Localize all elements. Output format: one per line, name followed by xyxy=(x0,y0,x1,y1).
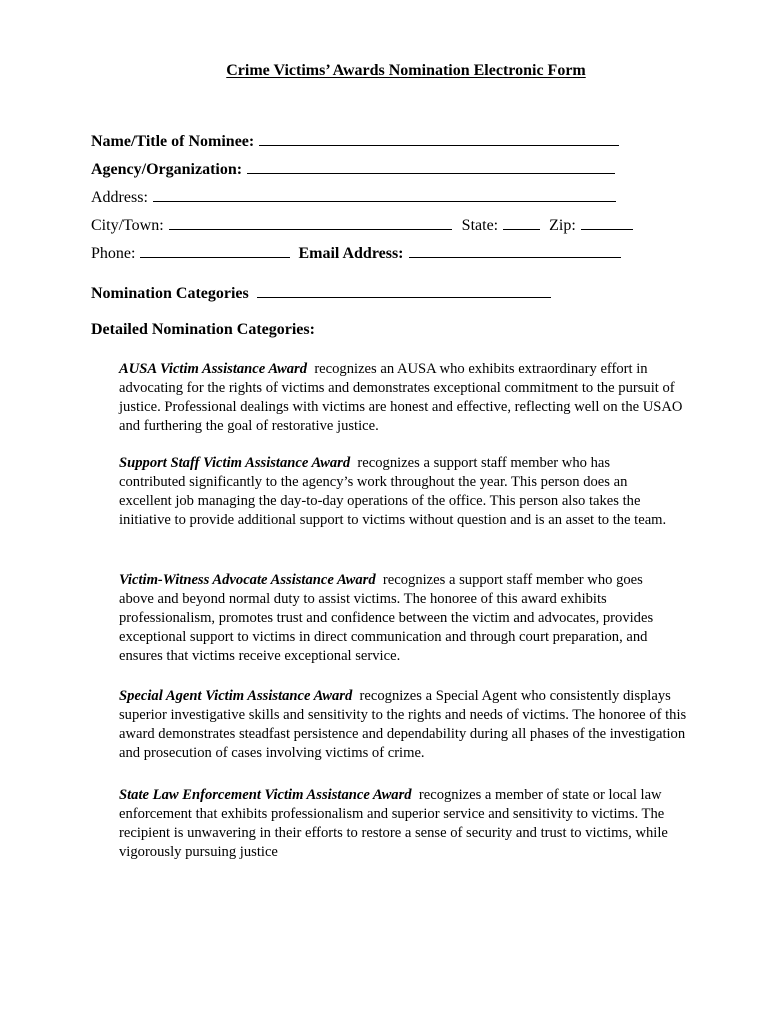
zip-label: Zip: xyxy=(549,217,576,234)
award-support-staff xyxy=(119,454,675,530)
detailed-categories-heading: Detailed Nomination Categories: xyxy=(91,321,315,338)
award-name: Victim-Witness Advocate Assistance Award xyxy=(119,572,376,588)
nominee-row xyxy=(91,131,619,152)
zip-input[interactable] xyxy=(581,215,633,230)
award-victim-witness-advocate xyxy=(119,571,679,666)
award-description: recognizes an AUSA who exhibits extraordinary effort in advocating for the rights of victims and demonstrates exceptional commitment to the pursuit of justice. Professional dealings with victims are honest and effective, reflecting well on the USAO and furthering the goal of restorative justice. xyxy=(119,361,683,434)
city-row xyxy=(91,215,633,236)
email-label: Email Address: xyxy=(298,245,404,262)
agency-label: Agency/Organization: xyxy=(91,161,243,178)
nominee-input[interactable] xyxy=(259,131,619,146)
nomination-categories-input[interactable] xyxy=(257,283,551,298)
phone-label: Phone: xyxy=(91,245,136,262)
award-description: recognizes a Special Agent who consistently displays superior investigative skills and sensitivity to the rights and needs of victims. The honoree of this award demonstrates steadfast persistence and dependability during all phases of the investigation and prosecution of cases involving victims of crime. xyxy=(119,688,687,761)
phone-input[interactable] xyxy=(140,243,290,258)
award-description: recognizes a support staff member who goes above and beyond normal duty to assist victims. The honoree of this award exhibits professionalism, promotes trust and confidence between the victim and advocates, provides exceptional support to victims in direct communication and through court preparation, and ensures that victims receive exceptional service. xyxy=(119,572,654,664)
address-input[interactable] xyxy=(153,187,616,202)
form-title: Crime Victims’ Awards Nomination Electronic Form xyxy=(226,62,586,79)
state-input[interactable] xyxy=(503,215,540,230)
state-label: State: xyxy=(461,217,499,234)
city-label: City/Town: xyxy=(91,217,164,234)
award-name: AUSA Victim Assistance Award xyxy=(119,361,308,377)
nominee-label: Name/Title of Nominee: xyxy=(91,133,255,150)
award-name: State Law Enforcement Victim Assistance Award xyxy=(119,787,412,803)
nomination-categories-row xyxy=(91,283,551,304)
award-description: recognizes a support staff member who has contributed significantly to the agency’s work throughout the year. This person does an excellent job managing the day-to-day operations of the office. This person also takes the initiative to provide additional support to victims without question and is an asset to the team. xyxy=(119,455,667,528)
city-input[interactable] xyxy=(169,215,452,230)
award-name: Support Staff Victim Assistance Award xyxy=(119,455,351,471)
agency-input[interactable] xyxy=(247,159,615,174)
email-input[interactable] xyxy=(409,243,621,258)
nomination-categories-label: Nomination Categories xyxy=(91,285,249,302)
award-name: Special Agent Victim Assistance Award xyxy=(119,688,353,704)
phone-row xyxy=(91,243,621,264)
award-state-law-enforcement xyxy=(119,786,699,862)
agency-row xyxy=(91,159,615,180)
award-special-agent xyxy=(119,687,689,763)
award-ausa xyxy=(119,360,689,436)
address-row xyxy=(91,187,616,208)
award-description: recognizes a member of state or local law enforcement that exhibits professionalism and superior service and sensitivity to victims. The recipient is unwavering in their efforts to restore a sense of security and trust to victims, while vigorously pursuing justice xyxy=(119,787,668,860)
address-label: Address: xyxy=(91,189,148,206)
